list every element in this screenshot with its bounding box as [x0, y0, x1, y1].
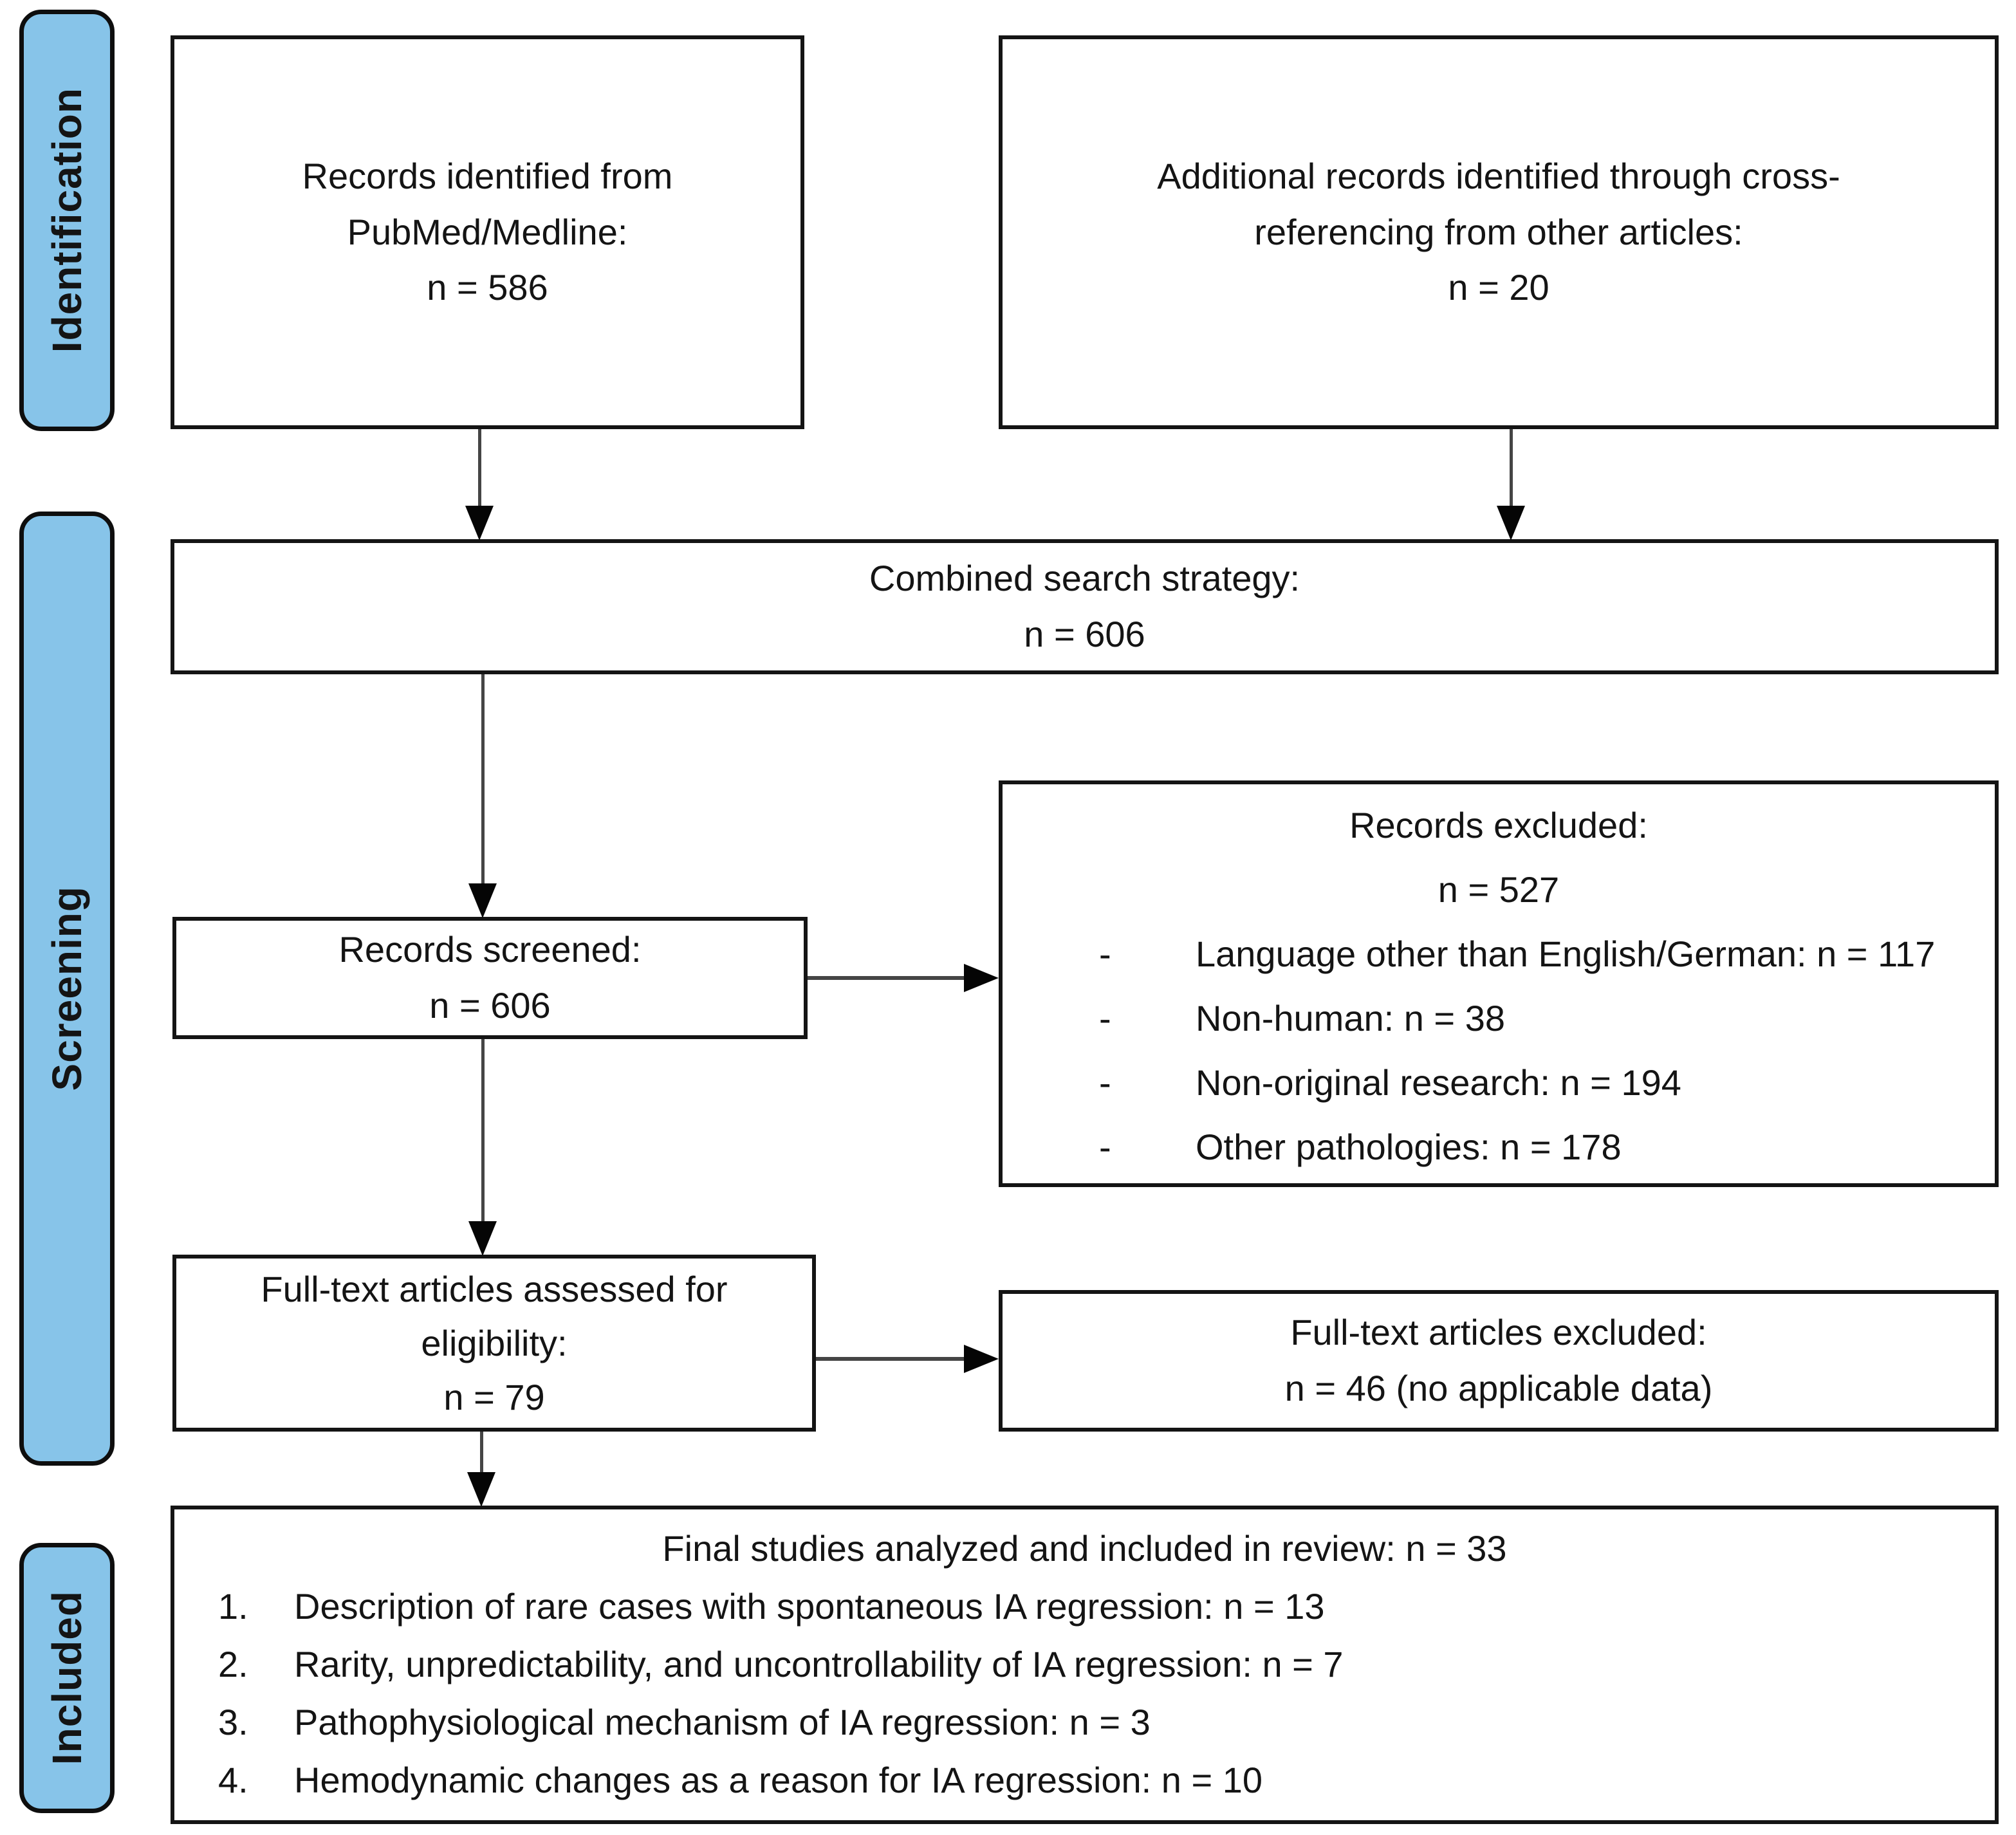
box-final-included — [171, 1506, 1999, 1824]
final-item-number: 2. — [218, 1644, 248, 1684]
box-records-screened-line1: Records screened: — [338, 929, 642, 970]
dash-bullet: - — [1099, 1062, 1111, 1103]
box-additional-records-count: n = 20 — [1448, 267, 1549, 308]
dash-bullet: - — [1099, 1127, 1111, 1167]
final-item-number: 3. — [218, 1702, 248, 1742]
final-item-hemodynamic: Hemodynamic changes as a reason for IA regression: n = 10 — [294, 1760, 1263, 1800]
box-records-identified-line1: Records identified from — [302, 155, 673, 196]
excluded-item-row — [1003, 986, 1995, 1051]
final-item-number: 4. — [218, 1760, 248, 1800]
box-fulltext-assessed-line1: Full-text articles assessed for — [261, 1268, 728, 1309]
arrow-line — [480, 1432, 483, 1472]
box-final-included-title: Final studies analyzed and included in review: n = 33 — [662, 1528, 1507, 1569]
arrow-down-icon — [468, 883, 497, 918]
excluded-item-row — [1003, 1115, 1995, 1179]
arrow-line — [1510, 429, 1513, 506]
arrow-line — [481, 674, 485, 883]
box-fulltext-assessed — [172, 1255, 816, 1432]
box-fulltext-excluded-line1: Full-text articles excluded: — [1290, 1312, 1707, 1353]
final-item-row — [174, 1693, 1995, 1751]
final-item-pathophysiological: Pathophysiological mechanism of IA regression: n = 3 — [294, 1702, 1151, 1742]
arrow-line — [808, 976, 965, 980]
box-combined-search-count: n = 606 — [1024, 614, 1145, 654]
stage-bar-screening — [19, 512, 115, 1466]
excluded-item-pathologies: Other pathologies: n = 178 — [1196, 1127, 1622, 1167]
excluded-item-row — [1003, 922, 1995, 986]
box-records-identified-count: n = 586 — [427, 267, 548, 308]
arrow-down-icon — [1497, 506, 1525, 540]
box-records-screened — [172, 917, 808, 1039]
final-item-row — [174, 1578, 1995, 1636]
box-fulltext-excluded — [999, 1290, 1999, 1432]
arrow-line — [481, 1039, 485, 1221]
final-item-rarity: Rarity, unpredictability, and uncontrollability of IA regression: n = 7 — [294, 1644, 1344, 1684]
box-fulltext-assessed-line2: eligibility: — [421, 1322, 568, 1363]
box-records-identified-line2: PubMed/Medline: — [347, 211, 628, 252]
final-item-number: 1. — [218, 1586, 248, 1627]
arrow-down-icon — [465, 506, 494, 540]
dash-bullet: - — [1099, 998, 1111, 1038]
stage-bar-included — [19, 1543, 115, 1813]
final-item-description: Description of rare cases with spontaneous IA regression: n = 13 — [294, 1586, 1325, 1627]
excluded-item-nonoriginal: Non-original research: n = 194 — [1196, 1062, 1681, 1103]
final-item-row — [174, 1636, 1995, 1693]
excluded-item-nonhuman: Non-human: n = 38 — [1196, 998, 1505, 1038]
arrow-right-icon — [964, 964, 999, 992]
box-records-screened-count: n = 606 — [429, 985, 551, 1026]
box-combined-search-line1: Combined search strategy: — [869, 558, 1300, 599]
box-additional-records-line2: referencing from other articles: — [1254, 211, 1743, 252]
box-additional-records — [999, 35, 1999, 429]
arrow-right-icon — [964, 1345, 999, 1373]
stage-bar-identification — [19, 10, 115, 431]
stage-label-identification: Identification — [44, 88, 90, 353]
excluded-item-row — [1003, 1051, 1995, 1115]
arrow-line — [816, 1357, 965, 1361]
final-item-row — [174, 1751, 1995, 1809]
box-fulltext-excluded-count: n = 46 (no applicable data) — [1284, 1368, 1713, 1408]
stage-label-included: Included — [44, 1591, 90, 1766]
dash-bullet: - — [1099, 934, 1111, 974]
box-additional-records-line1: Additional records identified through cross- — [1157, 155, 1840, 196]
excluded-item-language: Language other than English/German: n = 117 — [1196, 934, 1936, 974]
arrow-line — [478, 429, 481, 506]
box-records-excluded-count: n = 527 — [1438, 869, 1560, 910]
box-fulltext-assessed-count: n = 79 — [443, 1376, 545, 1417]
arrow-down-icon — [467, 1472, 495, 1507]
box-records-excluded-title: Records excluded: — [1349, 805, 1648, 845]
box-records-excluded — [999, 780, 1999, 1187]
arrow-down-icon — [468, 1221, 497, 1256]
box-combined-search — [171, 539, 1999, 674]
box-records-identified — [171, 35, 804, 429]
stage-label-screening: Screening — [44, 886, 90, 1091]
